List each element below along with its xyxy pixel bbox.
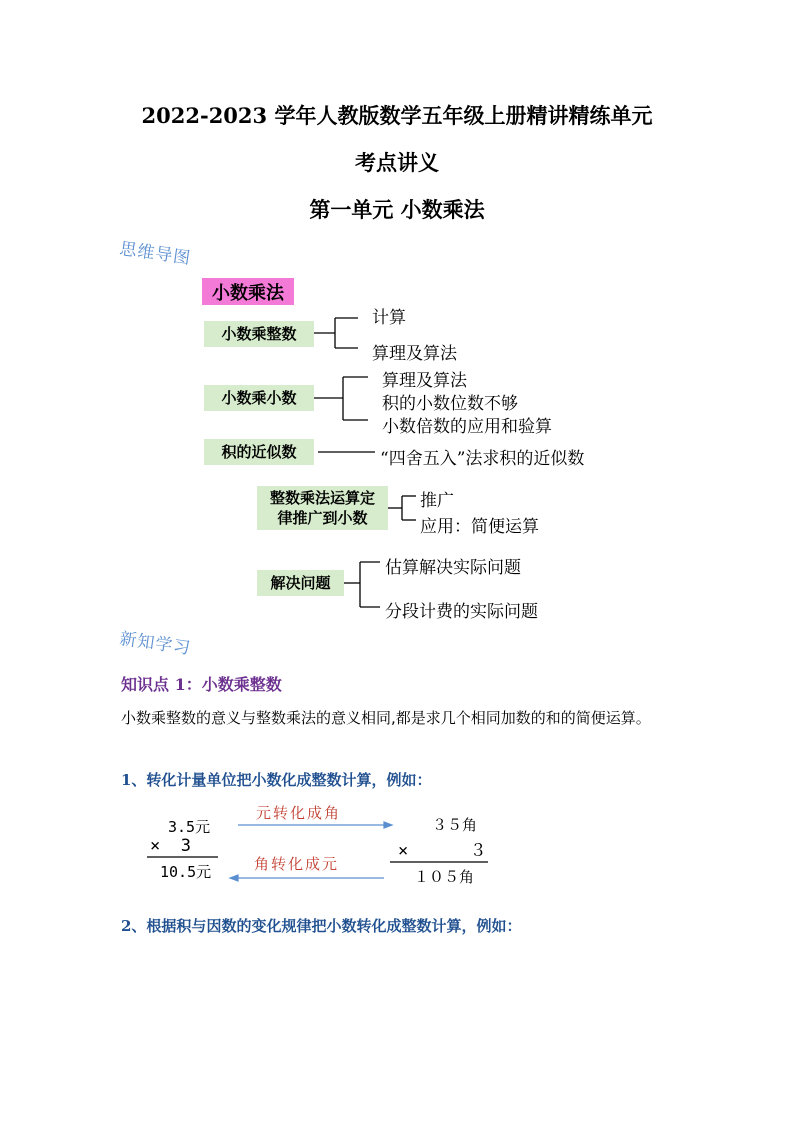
mindmap-node-approx-product: 积的近似数	[204, 439, 314, 465]
example-right-multiplier: × ３	[398, 841, 487, 861]
doc-title-line1: 2022-2023 学年人教版数学五年级上册精讲精练单元	[141, 103, 653, 128]
arrow-label-yuan-to-jiao: 元转化成角	[256, 804, 342, 822]
mindmap-leaf: 应用：简便运算	[420, 517, 539, 537]
example-right-result: １０５角	[414, 868, 475, 886]
example-left-multiplicand: 3.5元	[168, 818, 211, 836]
mindmap-root: 小数乘法	[202, 278, 294, 305]
mindmap-node-label-line1: 整数乘法运算定	[269, 489, 375, 507]
mindmap-badge: 思维导图	[118, 239, 193, 269]
doc-title-line2: 考点讲义	[355, 150, 439, 175]
mindmap-leaf: 估算解决实际问题	[385, 558, 521, 578]
mindmap-node-decimal-times-decimal: 小数乘小数	[204, 385, 314, 411]
mindmap-leaf: 算理及算法	[372, 344, 457, 364]
mindmap-leaf: “四舍五入”法求积的近似数	[380, 449, 585, 469]
example-right-multiplicand: ３５角	[432, 816, 478, 834]
new-knowledge-badge: 新知学习	[118, 629, 193, 659]
unit-title: 第一单元 小数乘法	[309, 197, 485, 222]
mindmap-node-label-line2: 律推广到小数	[277, 509, 368, 527]
arrow-label-jiao-to-yuan: 角转化成元	[254, 855, 340, 873]
knowledge-point-text: 小数乘整数的意义与整数乘法的意义相同,都是求几个相同加数的和的简便运算。	[121, 709, 651, 727]
mindmap-leaf: 分段计费的实际问题	[385, 602, 538, 622]
mindmap-leaf: 积的小数位数不够	[382, 394, 518, 414]
method-1-heading: 1、转化计量单位把小数化成整数计算，例如：	[121, 771, 432, 789]
knowledge-point-title: 知识点 1：小数乘整数	[121, 675, 282, 694]
mindmap-leaf: 小数倍数的应用和验算	[382, 417, 552, 437]
mindmap-leaf: 推广	[420, 491, 454, 511]
method-2-heading: 2、根据积与因数的变化规律把小数转化成整数计算，例如：	[121, 917, 522, 935]
mindmap-node-decimal-times-integer: 小数乘整数	[204, 321, 314, 347]
example-left-multiplier: × 3	[150, 836, 191, 856]
example-left-result: 10.5元	[160, 863, 212, 881]
mindmap-node-problem-solving: 解决问题	[257, 570, 344, 596]
mindmap-leaf: 算理及算法	[382, 371, 467, 391]
mindmap-leaf: 计算	[372, 308, 406, 328]
